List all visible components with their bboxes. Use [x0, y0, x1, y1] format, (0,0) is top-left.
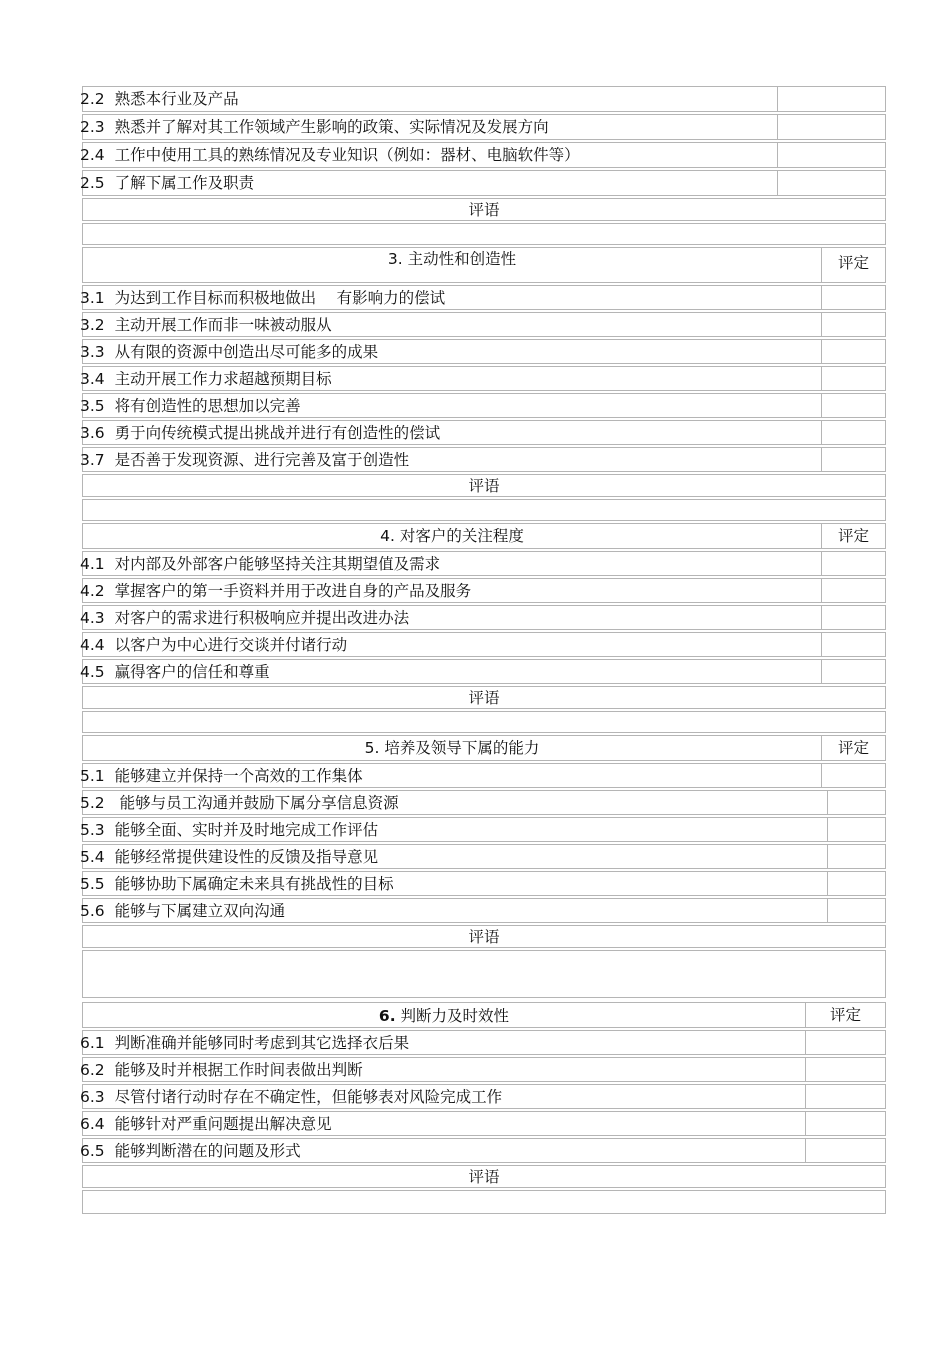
score-cell[interactable] — [777, 87, 885, 111]
table-row — [82, 632, 886, 657]
section-6 — [82, 1002, 886, 1214]
item-number: 4.1 — [80, 555, 105, 573]
comment-box[interactable] — [82, 223, 886, 245]
section-header — [82, 247, 886, 283]
item-text: 为达到工作目标而积极地做出 有影响力的偿试 — [114, 289, 446, 307]
item-number: 6.2 — [80, 1061, 105, 1079]
item-text: 了解下属工作及职责 — [114, 174, 255, 192]
score-cell[interactable] — [821, 340, 885, 363]
table-row — [82, 659, 886, 684]
table-row — [82, 393, 886, 418]
item-number: 3.1 — [80, 289, 105, 307]
score-cell[interactable] — [827, 899, 885, 922]
item-text: 能够针对严重问题提出解决意见 — [114, 1115, 332, 1133]
item-text: 对内部及外部客户能够坚持关注其期望值及需求 — [114, 555, 441, 573]
score-cell[interactable] — [777, 143, 885, 167]
table-row — [82, 366, 886, 391]
table-row — [82, 817, 886, 842]
item-text: 熟悉本行业及产品 — [114, 90, 239, 108]
table-row — [82, 871, 886, 896]
item-number: 3.6 — [80, 424, 105, 442]
score-label: 评定 — [805, 1003, 885, 1027]
item-number: 5.2 — [80, 794, 105, 812]
score-cell[interactable] — [821, 313, 885, 336]
evaluation-form — [82, 86, 886, 1216]
item-number: 4.3 — [80, 609, 105, 627]
item-text: 能够建立并保持一个高效的工作集体 — [114, 767, 363, 785]
item-text: 能够判断潜在的问题及形式 — [114, 1142, 301, 1160]
item-text: 能够与员工沟通并鼓励下属分享信息资源 — [114, 794, 399, 812]
table-row — [82, 447, 886, 472]
section-title-text: 判断力及时效性 — [400, 1007, 510, 1025]
item-text: 以客户为中心进行交谈并付诸行动 — [114, 636, 348, 654]
item-text: 对客户的需求进行积极响应并提出改进办法 — [114, 609, 410, 627]
item-text: 尽管付诸行动时存在不确定性，但能够表对风险完成工作 — [114, 1088, 503, 1106]
comment-label: 评语 — [82, 686, 886, 709]
table-row — [82, 1030, 886, 1055]
item-number: 4.5 — [80, 663, 105, 681]
section-5 — [82, 735, 886, 998]
table-row — [82, 1057, 886, 1082]
table-row — [82, 551, 886, 576]
item-number: 5.6 — [80, 902, 105, 920]
item-number: 5.3 — [80, 821, 105, 839]
table-row — [82, 898, 886, 923]
score-cell[interactable] — [805, 1112, 885, 1135]
item-number: 3.2 — [80, 316, 105, 334]
comment-box[interactable] — [82, 1190, 886, 1214]
score-label: 评定 — [821, 524, 885, 548]
item-text: 主动开展工作而非一味被动服从 — [114, 316, 332, 334]
table-row — [82, 170, 886, 196]
table-row — [82, 339, 886, 364]
item-text: 能够及时并根据工作时间表做出判断 — [114, 1061, 363, 1079]
score-label: 评定 — [821, 736, 885, 760]
item-number: 5.4 — [80, 848, 105, 866]
item-text: 掌握客户的第一手资料并用于改进自身的产品及服务 — [114, 582, 472, 600]
item-text: 主动开展工作力求超越预期目标 — [114, 370, 332, 388]
item-number: 4.4 — [80, 636, 105, 654]
score-cell[interactable] — [805, 1085, 885, 1108]
table-row — [82, 114, 886, 140]
score-cell[interactable] — [777, 115, 885, 139]
section-number: 6. — [378, 1007, 396, 1025]
score-cell[interactable] — [821, 606, 885, 629]
item-text: 是否善于发现资源、进行完善及富于创造性 — [114, 451, 410, 469]
item-text: 勇于向传统模式提出挑战并进行有创造性的偿试 — [114, 424, 441, 442]
item-number: 3.3 — [80, 343, 105, 361]
score-cell[interactable] — [827, 818, 885, 841]
item-number: 2.4 — [80, 146, 105, 164]
table-row — [82, 1138, 886, 1163]
comment-box[interactable] — [82, 499, 886, 521]
score-cell[interactable] — [821, 552, 885, 575]
comment-box[interactable] — [82, 711, 886, 733]
comment-label: 评语 — [82, 925, 886, 948]
item-text: 将有创造性的思想加以完善 — [114, 397, 301, 415]
section-header — [82, 523, 886, 549]
score-cell[interactable] — [821, 421, 885, 444]
item-text: 熟悉并了解对其工作领域产生影响的政策、实际情况及发展方向 — [114, 118, 549, 136]
section-3 — [82, 247, 886, 521]
item-number: 3.5 — [80, 397, 105, 415]
score-cell[interactable] — [805, 1058, 885, 1081]
score-label: 评定 — [821, 248, 885, 282]
score-cell[interactable] — [821, 394, 885, 417]
item-text: 能够协助下属确定未来具有挑战性的目标 — [114, 875, 394, 893]
item-text: 能够与下属建立双向沟通 — [114, 902, 286, 920]
section-title: 4. 对客户的关注程度 — [380, 527, 524, 545]
item-number: 4.2 — [80, 582, 105, 600]
comment-box[interactable] — [82, 950, 886, 998]
comment-label: 评语 — [82, 1165, 886, 1188]
score-cell[interactable] — [821, 579, 885, 602]
item-number: 6.1 — [80, 1034, 105, 1052]
score-cell[interactable] — [821, 367, 885, 390]
score-cell[interactable] — [821, 633, 885, 656]
section-2 — [82, 86, 886, 245]
item-text: 工作中使用工具的熟练情况及专业知识（例如：器材、电脑软件等） — [114, 146, 580, 164]
item-number: 6.4 — [80, 1115, 105, 1133]
table-row — [82, 1111, 886, 1136]
item-number: 5.1 — [80, 767, 105, 785]
item-number: 2.5 — [80, 174, 105, 192]
section-title: 3. 主动性和创造性 — [387, 250, 517, 268]
comment-label: 评语 — [82, 198, 886, 221]
score-cell[interactable] — [805, 1031, 885, 1054]
score-cell[interactable] — [827, 872, 885, 895]
section-title — [83, 1002, 805, 1026]
table-row — [82, 142, 886, 168]
score-cell[interactable] — [777, 171, 885, 195]
score-cell[interactable] — [821, 286, 885, 309]
section-4 — [82, 523, 886, 733]
item-number: 6.5 — [80, 1142, 105, 1160]
item-text: 判断准确并能够同时考虑到其它选择衣后果 — [114, 1034, 410, 1052]
item-number: 3.7 — [80, 451, 105, 469]
table-row — [82, 86, 886, 112]
item-number: 2.2 — [80, 90, 105, 108]
item-text: 能够全面、实时并及时地完成工作评估 — [114, 821, 379, 839]
score-cell[interactable] — [827, 845, 885, 868]
item-text: 从有限的资源中创造出尽可能多的成果 — [114, 343, 379, 361]
item-number: 3.4 — [80, 370, 105, 388]
table-row — [82, 285, 886, 310]
table-row — [82, 1084, 886, 1109]
score-cell[interactable] — [821, 448, 885, 471]
section-header — [82, 735, 886, 761]
item-number: 6.3 — [80, 1088, 105, 1106]
table-row — [82, 312, 886, 337]
score-cell[interactable] — [821, 660, 885, 683]
item-text: 能够经常提供建设性的反馈及指导意见 — [114, 848, 379, 866]
score-cell[interactable] — [827, 791, 885, 814]
comment-label: 评语 — [82, 474, 886, 497]
table-row — [82, 605, 886, 630]
item-number: 5.5 — [80, 875, 105, 893]
table-row — [82, 578, 886, 603]
table-row — [82, 763, 886, 788]
section-title: 5. 培养及领导下属的能力 — [364, 739, 540, 757]
item-number: 2.3 — [80, 118, 105, 136]
score-cell[interactable] — [805, 1139, 885, 1162]
score-cell[interactable] — [821, 764, 885, 787]
table-row — [82, 420, 886, 445]
table-row — [82, 790, 886, 815]
table-row — [82, 844, 886, 869]
section-header — [82, 1002, 886, 1028]
item-text: 赢得客户的信任和尊重 — [114, 663, 270, 681]
